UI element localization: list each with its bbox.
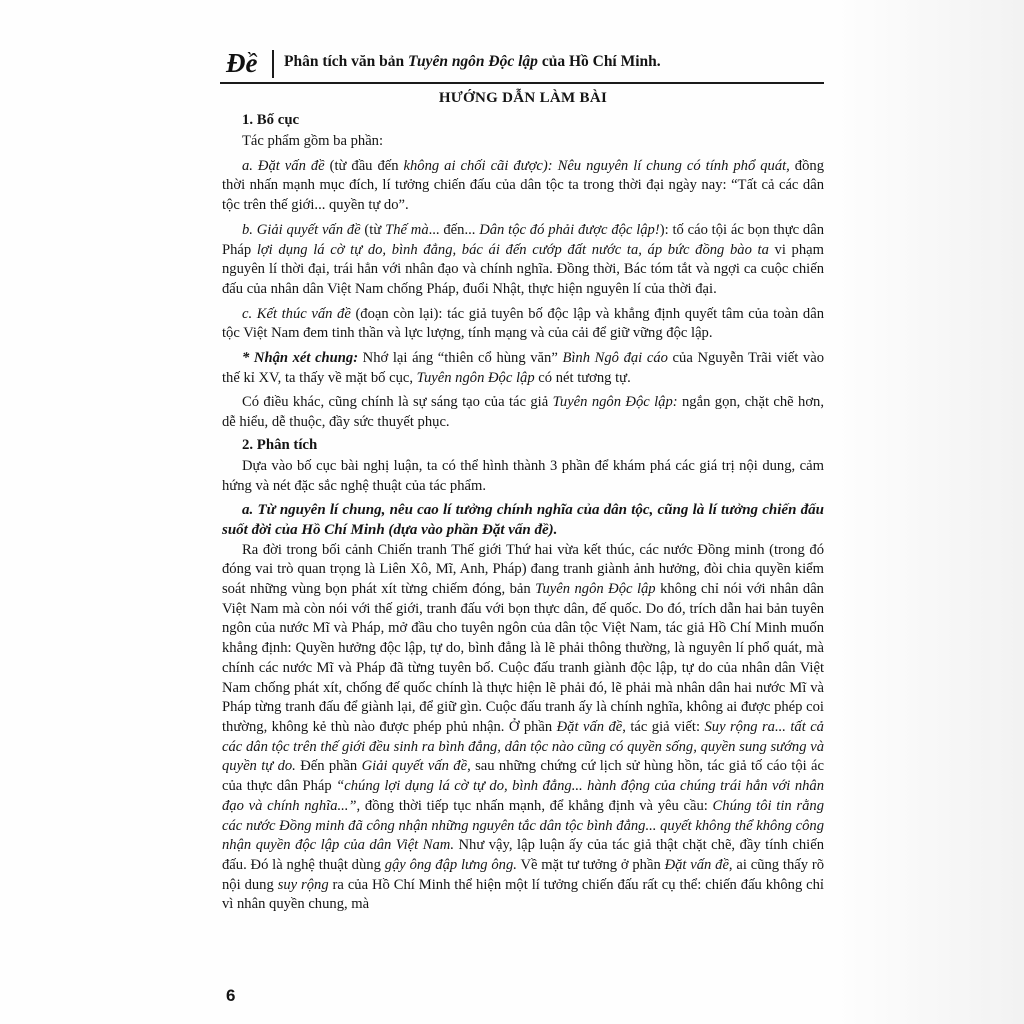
section-1-title: 1. Bố cục bbox=[242, 112, 300, 128]
section-2-intro: Dựa vào bố cục bài nghị luận, ta có thể hình thành 3 phần để khám phá các giá trị nội dung, cảm hứng và nét đặc sắc nghệ thuật của tác phẩm. bbox=[222, 457, 824, 494]
part-b-paragraph: b. Giải quyết vấn đề (từ Thế mà... đến... Dân tộc đó phải được độc lập!): tố cáo tội ác bọn thực dân Pháp lợi dụng lá cờ tự do, bình đẳng, bác ái đến cướp đất nước ta, áp bức đồng bào ta vi phạm nguyên lí thời đại, trái hẳn với nhân đạo và chính nghĩa. Đồng thời, Bác tóm tắt và ngợi ca cuộc chiến đấu của nhân dân Việt Nam chống Pháp, đuổi Nhật, thực hiện nguyên lí của thời đại. bbox=[222, 221, 825, 297]
de-logo: Đề bbox=[226, 48, 258, 78]
subsection-a-title: a. Từ nguyên lí chung, nêu cao lí tưởng chính nghĩa của dân tộc, cũng là lí tưởng chiến đấu suốt đời của Hồ Chí Minh (dựa vào phần Đặt vấn đề). bbox=[222, 502, 824, 538]
general-remark-paragraph: * Nhận xét chung: Nhớ lại áng “thiên cổ hùng văn” Bình Ngô đại cáo của Nguyễn Trãi viết vào thế kỉ XV, ta thấy về mặt bố cục, Tuyên ngôn Độc lập có nét tương tự. bbox=[222, 350, 825, 386]
page-number: 6 bbox=[226, 986, 236, 1005]
page-edge-shadow bbox=[834, 0, 1024, 1024]
guide-heading: HƯỚNG DẪN LÀM BÀI bbox=[438, 90, 608, 106]
header-rule bbox=[220, 82, 824, 84]
page-header bbox=[220, 44, 824, 80]
analysis-paragraph: Ra đời trong bối cảnh Chiến tranh Thế giới Thứ hai vừa kết thúc, các nước Đồng minh (trong đó đóng vai trò quan trọng là Liên Xô, Mĩ, Anh, Pháp) đang tranh giành ảnh hưởng, đòi chia quyền kiểm soát những vùng bọn phát xít từng chiếm đóng, bản Tuyên ngôn Độc lập không chỉ nói với nhân dân Việt Nam mà còn nói với thế giới, tranh đấu với bọn thực dân, đế quốc. Do đó, trích dẫn hai bản tuyên ngôn của nước Mĩ và Pháp, mở đầu cho tuyên ngôn của dân tộc Việt Nam, tác giả Hồ Chí Minh muốn khẳng định: Quyền hưởng độc lập, tự do, bình đẳng là lẽ phải thông thường, là nguyên lí phổ quát, mà chính các nước Mĩ và Pháp đã từng tuyên bố. Cuộc đấu tranh giành độc lập, tự do của nhân dân Việt Nam chống phát xít, chống đế quốc chính là thực hiện lẽ phải đó, lẽ phải mà nhân dân hai nước Mĩ và Pháp từng tranh đấu để giành lại, để giữ gìn. Cuộc đấu tranh ấy là chính nghĩa, không ai được phép coi thường, không kẻ thù nào được phép phủ nhận. Ở phần Đặt vấn đề, tác giả viết: Suy rộng ra... tất cả các dân tộc trên thế giới đều sinh ra bình đẳng, dân tộc nào cũng có quyền sống, quyền sung sướng và quyền tự do. Đến phần Giải quyết vấn đề, sau những chứng cứ lịch sử hùng hồn, tác giả tố cáo tội ác của thực dân Pháp “chúng lợi dụng lá cờ tự do, bình đẳng... hành động của chúng trái hẳn với nhân đạo và chính nghĩa...”, đồng thời tiếp tục nhấn mạnh, để khẳng định và yêu cầu: Chúng tôi tin rằng các nước Đồng minh đã công nhận những nguyên tắc dân tộc bình đẳng... quyết không thể không công nhận quyền độc lập của dân Việt Nam. Như vậy, lập luận ấy của tác giả thật chặt chẽ, đầy tính chiến đấu. Đó là nghệ thuật dùng gậy ông đập lưng ông. Về mặt tư tưởng ở phần Đặt vấn đề, ai cũng thấy rõ nội dung suy rộng ra của Hồ Chí Minh thể hiện một lí tưởng chiến đấu rất cụ thể: chiến đấu không chỉ vì nhân quyền chung, mà bbox=[222, 541, 825, 913]
section-2-title: 2. Phân tích bbox=[242, 436, 318, 453]
difference-paragraph: Có điều khác, cũng chính là sự sáng tạo của tác giả Tuyên ngôn Độc lập: ngắn gọn, chặt chẽ hơn, dễ hiểu, dễ thuộc, đầy sức thuyết phục. bbox=[222, 394, 824, 431]
header-divider bbox=[272, 50, 274, 78]
part-c-paragraph: c. Kết thúc vấn đề (đoạn còn lại): tác giả tuyên bố độc lập và khẳng định quyết tâm của toàn dân tộc Việt Nam đem tinh thần và lực lượng, tính mạng và của cải để giữ vững độc lập. bbox=[222, 305, 824, 342]
part-a-paragraph: a. Đặt vấn đề (từ đầu đến không ai chối cãi được): Nêu nguyên lí chung có tính phổ quát, đồng thời nhấn mạnh mục đích, lí tưởng chiến đấu của dân tộc ta trong thời đại ngày nay: “Tất cả các dân tộc trên thế giới... quyền tự do”. bbox=[222, 157, 824, 214]
page-content bbox=[222, 88, 824, 915]
header-title: Phân tích văn bản Tuyên ngôn Độc lập của Hồ Chí Minh. bbox=[284, 53, 661, 70]
section-1-intro: Tác phẩm gồm ba phần: bbox=[242, 133, 384, 149]
